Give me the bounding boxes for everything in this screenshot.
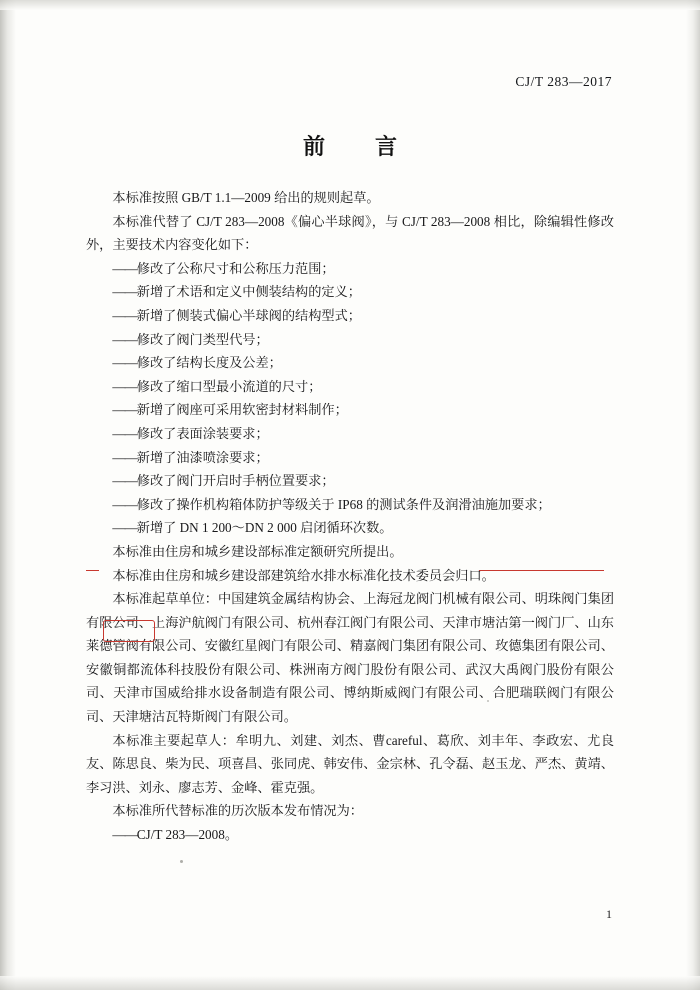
change-item-text: 新增了侧装式偏心半球阀的结构型式； [136,307,361,323]
change-item-text: 新增了术语和定义中侧装结构的定义； [136,284,361,300]
drafting-units-label: 本标准起草单位： [112,591,218,607]
change-item: ——新增了 DN 1 200～DN 2 000 启闭循环次数。 [112,520,393,536]
drafting-units-text: 中国建筑金属结构协会、上海冠龙阀门机械有限公司、明珠阀门集团有限公司、上海沪航阀门有限公司、杭州春江阀门有限公司、天津市塘沽第一阀门厂、山东莱德管阀有限公司、安徽红星阀门有限公司、精嘉阀门集团有限公司、玫德集团有限公司、安徽铜都流体科技股份有限公司、株洲南方阀门股份有限公司、武汉大禹阀门股份有限公司、天津市国威给排水设备制造有限公司、博纳斯威阀门有限公司、合肥瑞联阀门有限公司、天津塘沽瓦特斯阀门有限公司。 [86,591,615,725]
standard-code-header: CJ/T 283—2017 [515,74,612,89]
drafters-label: 本标准主要起草人： [112,732,236,748]
scan-speck [487,700,489,702]
history-item-text: CJ/T 283—2008。 [136,827,239,843]
history-item: ——CJ/T 283—2008。 [112,827,239,843]
scan-edge-bottom [0,976,700,990]
change-item-text: 修改了操作机构箱体防护等级关于 IP68 的测试条件及润滑油施加要求； [136,496,551,512]
change-item-text: 修改了表面涂装要求； [136,425,269,441]
change-item: ——新增了术语和定义中侧装结构的定义； [112,284,361,300]
change-item: ——修改了表面涂装要求； [112,425,269,441]
change-item-text: 修改了阀门类型代号； [136,331,269,347]
change-item-text: 修改了结构长度及公差； [136,355,282,371]
scan-edge-top [0,0,700,10]
change-item: ——修改了缩口型最小流道的尺寸； [112,378,322,394]
paragraph-jurisdiction: 本标准由住房和城乡建设部建筑给水排水标准化技术委员会归口。 [112,567,495,583]
change-item-text: 修改了阀门开启时手柄位置要求； [136,473,335,489]
change-item-text: 新增了 DN 1 200～DN 2 000 启闭循环次数。 [136,520,393,536]
page-title: 前 言 [302,135,411,160]
change-item: ——修改了阀门类型代号； [112,331,269,347]
change-item: ——新增了侧装式偏心半球阀的结构型式； [112,307,361,323]
change-item: ——新增了油漆喷涂要求； [112,449,269,465]
paragraph-proposer: 本标准由住房和城乡建设部标准定额研究所提出。 [112,543,403,559]
change-item: ——新增了阀座可采用软密封材料制作； [112,402,348,418]
change-item-text: 新增了油漆喷涂要求； [136,449,269,465]
change-item: ——修改了操作机构箱体防护等级关于 IP68 的测试条件及润滑油施加要求； [112,496,551,512]
change-item-text: 新增了阀座可采用软密封材料制作； [136,402,348,418]
paragraph-history: 本标准所代替标准的历次版本发布情况为： [112,803,363,819]
page-number: 1 [606,907,612,921]
paragraph-scope: 本标准按照 GB/T 1.1—2009 给出的规则起草。 [112,190,380,205]
paragraph-drafters [86,729,614,800]
change-item: ——修改了结构长度及公差； [112,355,282,371]
change-item-text: 修改了公称尺寸和公称压力范围； [136,260,335,276]
change-item: ——修改了公称尺寸和公称压力范围； [112,260,335,276]
document-body [86,186,614,847]
change-item: ——修改了阀门开启时手柄位置要求； [112,473,335,489]
paragraph-replaces: 本标准代替了 CJ/T 283—2008《偏心半球阀》，与 CJ/T 283—2008 相比，除编辑性修改外，主要技术内容变化如下： [86,213,614,253]
paragraph-drafting-units [86,587,614,729]
scan-speck [180,860,183,863]
drafters-text: 牟明九、刘建、刘杰、曹careful、葛欣、刘丰年、李政宏、尤良友、陈思良、柴为民、项喜昌、张同虎、韩安伟、金宗林、孔令磊、赵玉龙、严杰、黄靖、李习洪、刘永、廖志芳、金峰、霍克强。 [86,732,614,795]
change-item-text: 修改了缩口型最小流道的尺寸； [136,378,322,394]
